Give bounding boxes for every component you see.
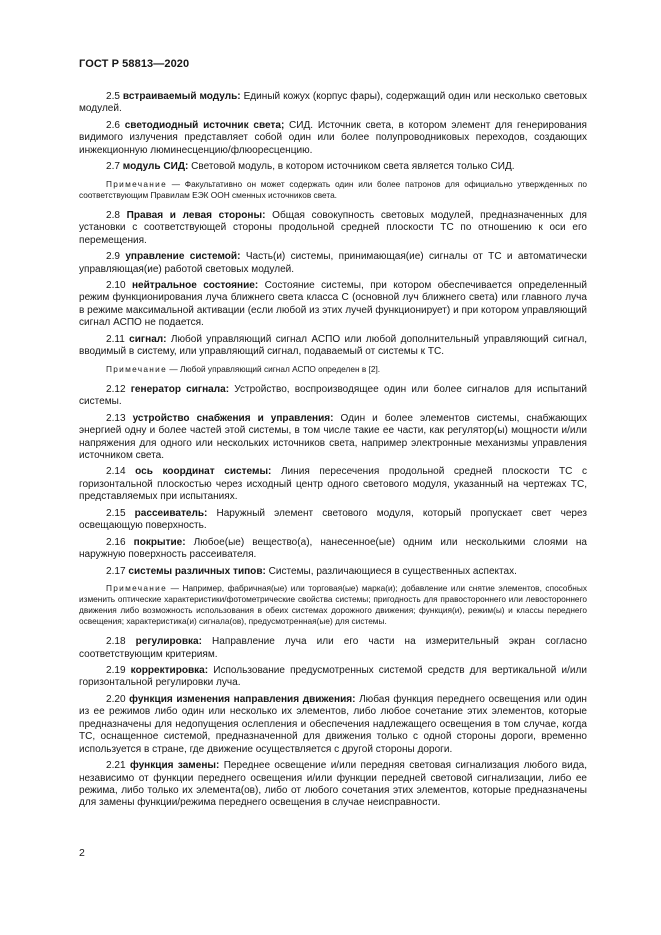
defined-term: регулировка: xyxy=(135,636,202,648)
clause-number: 2.11 xyxy=(106,333,125,345)
defined-term: встраиваемый модуль: xyxy=(122,91,241,102)
definition-text: Любое(ые) вещество(а), нанесенное(ые) одним или несколькими слоями на наружную поверхность рассеивателя. xyxy=(79,536,588,561)
clause-number: 2.5 xyxy=(106,91,120,102)
defined-term: рассеиватель: xyxy=(134,507,208,519)
definition-text: Наружный элемент светового модуля, который пропускает свет через освещающую поверхность. xyxy=(79,507,587,532)
defined-term: Правая и левая стороны: xyxy=(126,209,266,221)
clause-number: 2.8 xyxy=(106,209,120,221)
note xyxy=(79,179,587,201)
definition-text: Часть(и) системы, принимающая(ие) сигналы от ТС и автоматически управляющая(ие) работой световых модулей. xyxy=(79,251,588,275)
note-label: Примечание xyxy=(106,583,168,594)
clause-number: 2.12 xyxy=(106,383,126,395)
clause-number: 2.7 xyxy=(106,161,120,173)
defined-term: генератор сигнала: xyxy=(130,383,230,395)
defined-term: модуль СИД: xyxy=(122,161,189,173)
clause-number: 2.16 xyxy=(106,536,126,548)
definition-text: Любой управляющий сигнал АСПО или любой дополнительный управляющий сигнал, вводимый в систему, или управляющий сигнал, подаваемый от системы к ТС. xyxy=(79,333,587,358)
defined-term: нейтральное состояние: xyxy=(131,279,259,291)
clause-number: 2.19 xyxy=(106,664,126,676)
definition-text: Системы, различающиеся в существенных аспектах. xyxy=(268,565,517,577)
clause-number: 2.21 xyxy=(106,760,126,772)
definition-item xyxy=(79,120,587,157)
document-body xyxy=(79,91,587,814)
definition-item xyxy=(79,665,587,690)
clause-number: 2.13 xyxy=(106,412,126,424)
defined-term: управление системой: xyxy=(125,251,241,263)
definition-text: Состояние системы, при котором обеспечивается определенный режим функционирования луча ближнего света класса С (основной луч ближнего света) или главного луча в режиме максимальной активации (если любой из этих лучей функционирует) и при котором управляющий сигнал АСПО не подается. xyxy=(79,279,587,329)
definition-item xyxy=(79,566,587,578)
clause-number: 2.6 xyxy=(106,119,120,131)
definition-item xyxy=(79,91,587,116)
note-text: — Любой управляющий сигнал АСПО определен в [2]. xyxy=(169,363,381,374)
defined-term: функция замены: xyxy=(129,760,220,772)
definition-item xyxy=(79,636,587,661)
defined-term: функция изменения направления движения: xyxy=(129,693,356,705)
defined-term: ось координат системы: xyxy=(135,466,272,478)
definition-text: Использование предусмотренных системой средств для вертикальной и/или горизонтальной регулировки луча. xyxy=(79,664,587,689)
note xyxy=(79,583,587,627)
definition-text: Устройство, воспроизводящее один или более сигналов для испытаний системы. xyxy=(79,383,587,408)
definition-text: Направление луча или его части на измерительный экран согласно соответствующим критериям. xyxy=(79,636,588,660)
document-header: ГОСТ Р 58813—2020 xyxy=(79,58,190,70)
defined-term: корректировка: xyxy=(130,664,209,676)
defined-term: устройство снабжения и управления: xyxy=(132,412,334,424)
defined-term: сигнал: xyxy=(129,333,167,345)
defined-term: покрытие: xyxy=(133,536,186,548)
defined-term: светодиодный источник света; xyxy=(124,119,285,131)
definition-item xyxy=(79,537,587,562)
clause-number: 2.20 xyxy=(106,693,126,705)
definition-item xyxy=(79,210,587,247)
definition-text: Линия пересечения продольной средней плоскости ТС с горизонтальной плоскостью через исходный центр одного светового модуля, указанный на чертежах ТС, представляемых при испытаниях. xyxy=(79,466,588,503)
definition-text: Переднее освещение и/или передняя световая сигнализация любого вида, независимо от функции переднего освещения и/или функции передней световой сигнализации, либо ее режима, либо только их элемента(ов), либо от любого сочетания этих элементов, которые предназначены для замены функции/режима переднего освещения в случае неисправности. xyxy=(79,760,587,809)
clause-number: 2.15 xyxy=(106,507,126,519)
clause-number: 2.18 xyxy=(106,636,126,648)
note xyxy=(79,364,587,375)
definition-item xyxy=(79,334,587,359)
clause-number: 2.14 xyxy=(106,466,126,478)
definition-item xyxy=(79,384,587,409)
clause-number: 2.17 xyxy=(106,565,126,577)
clause-number: 2.9 xyxy=(106,251,120,263)
definition-text: Любая функция переднего освещения или один из ее режимов либо один или несколько их элементов, либо любое сочетание этих элементов, которые предназначены для недопущения ослепления и обеспечения надлежащего освещения в том случае, когда ТС, оснащенное системой, предназначенной для движения только с одной стороны дороги, временно используется в стране, где движение осуществляется с другой стороны дороги. xyxy=(79,693,587,755)
definition-item xyxy=(79,760,587,810)
definition-item xyxy=(79,280,587,330)
definition-text: Один и более элементов системы, снабжающих энергией одну и более частей этой системы, в том числе такие ее части, как регулятор(ы) мощности и/или напряжения для одного или нескольких источников света, например электронные механизмы управления источником света. xyxy=(79,412,587,461)
note-text: — Факультативно он может содержать один или более патронов для официально утвержденных по соответствующим Правилам ЕЭК ООН сменных источников света. xyxy=(79,178,587,200)
definition-text: Общая совокупность световых модулей, предназначенных для установки с соответствующей стороны продольной средней плоскости ТС по отношению к оси его перемещения. xyxy=(79,209,587,246)
clause-number: 2.10 xyxy=(106,279,126,291)
definition-item xyxy=(79,694,587,756)
definition-text: Единый кожух (корпус фары), содержащий один или несколько световых модулей. xyxy=(79,91,587,115)
definition-item xyxy=(79,413,587,463)
page-number: 2 xyxy=(79,847,85,859)
definition-item xyxy=(79,466,587,503)
definition-item xyxy=(79,508,587,533)
definition-text: СИД. Источник света, в котором элемент для генерирования видимого излучения представляет собой один или более полупроводниковых переходов, создающих инжекционную люминесценцию/флюоресценцию. xyxy=(79,119,587,156)
note-text: — Например, фабричная(ые) или торговая(ые) марка(и); добавление или снятие элементов, способных изменить оптические характеристики/фотометрические свойства системы; пригодность для правостороннего или левостороннего движения либо возможность использования в обеих системах дорожного движения; функция(и), режим(ы) и классы переднего освещения; характеристика(и) сигнала(ов), предусмотренная(ые) для системы. xyxy=(79,583,587,627)
note-label: Примечание xyxy=(106,363,168,374)
definition-item xyxy=(79,161,587,173)
note-label: Примечание xyxy=(106,178,168,189)
definition-text: Световой модуль, в котором источником света является только СИД. xyxy=(191,161,515,173)
definition-item xyxy=(79,251,587,276)
defined-term: системы различных типов: xyxy=(128,565,266,577)
